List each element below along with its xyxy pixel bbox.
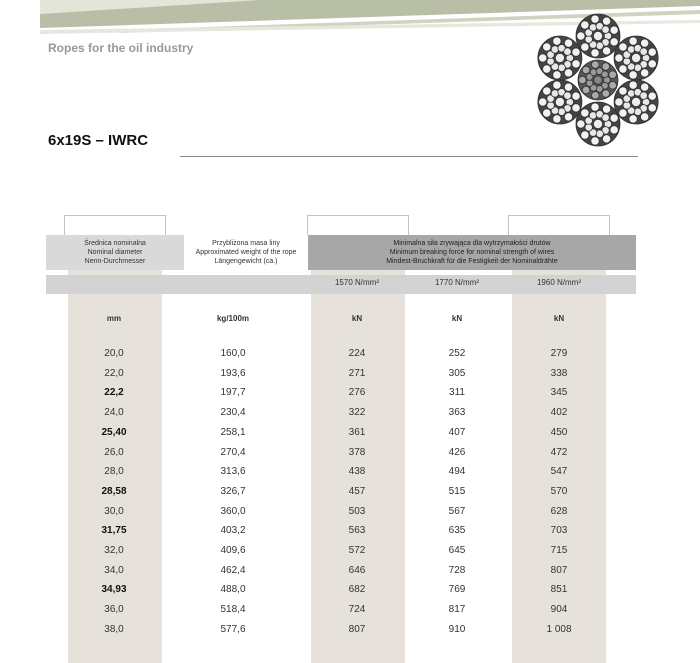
cell-force-1570: 224 (348, 348, 366, 359)
cell-force-1770: 515 (448, 485, 466, 497)
header-force-de: Mindest-Bruchkraft für die Festigkeit der Nominaldrähte (386, 258, 558, 265)
table-row (0, 347, 700, 365)
cell-weight: 462,4 (220, 564, 246, 576)
unit-mass: kg/100m (216, 314, 250, 323)
cell-force-1770: 910 (448, 623, 466, 635)
unit-force-1: kN (351, 314, 363, 323)
cell-diameter: 22,2 (104, 387, 124, 399)
cell-force-1960: 450 (550, 426, 568, 438)
cell-force-1960: 547 (550, 466, 568, 478)
cell-force-1960: 715 (550, 545, 568, 556)
strength-1570: 1570 N/mm² (334, 278, 379, 287)
cell-weight: 360,0 (220, 505, 246, 517)
header-mass-de: Längengewicht (ca.) (214, 258, 278, 265)
page-subtitle: Ropes for the oil industry (48, 41, 194, 55)
cell-weight: 230,4 (220, 407, 246, 419)
cell-diameter: 28,0 (104, 466, 124, 478)
cell-force-1570: 724 (348, 604, 366, 616)
cell-force-1770: 494 (448, 466, 466, 478)
cell-force-1570: 503 (348, 505, 366, 517)
cell-force-1570: 438 (348, 466, 366, 478)
cell-force-1960: 338 (550, 367, 568, 379)
column-frame (508, 215, 610, 235)
table-row (0, 367, 700, 385)
cell-force-1770: 728 (448, 564, 466, 576)
cell-weight: 488,0 (220, 584, 246, 596)
cell-force-1960: 1 008 (546, 623, 572, 635)
cell-force-1570: 457 (348, 485, 366, 497)
cell-force-1570: 682 (348, 584, 366, 596)
cell-force-1770: 567 (448, 505, 466, 517)
table-row (0, 426, 700, 444)
cell-force-1770: 311 (449, 387, 465, 399)
header-mass (184, 235, 308, 270)
title-divider (180, 156, 638, 157)
cell-force-1570: 563 (348, 525, 366, 537)
cell-diameter: 38,0 (104, 623, 124, 635)
cell-force-1960: 570 (550, 485, 568, 497)
cell-diameter: 31,75 (101, 525, 127, 537)
cell-weight: 409,6 (220, 545, 246, 556)
table-row (0, 386, 700, 404)
cell-weight: 270,4 (220, 446, 246, 458)
cell-force-1960: 807 (550, 564, 568, 576)
table-row (0, 583, 700, 601)
column-frame (307, 215, 409, 235)
cell-force-1770: 769 (448, 584, 466, 596)
table-row (0, 603, 700, 621)
cell-force-1770: 252 (448, 348, 466, 359)
cell-force-1570: 572 (348, 545, 366, 556)
table-row (0, 524, 700, 542)
cell-weight: 197,7 (220, 387, 246, 399)
column-frame (64, 215, 166, 235)
cell-diameter: 32,0 (104, 545, 124, 556)
header-diameter-de: Nenn-Durchmesser (84, 258, 146, 265)
cell-weight: 193,6 (220, 367, 246, 379)
cell-diameter: 25,40 (101, 426, 127, 438)
cell-force-1570: 361 (348, 426, 366, 438)
header-diameter-pl: Średnica nominalna (84, 240, 146, 247)
cell-force-1570: 646 (348, 564, 366, 576)
cell-diameter: 26,0 (104, 446, 124, 458)
cell-diameter: 20,0 (104, 348, 124, 359)
cell-force-1960: 851 (550, 584, 568, 596)
cell-force-1960: 904 (550, 604, 568, 616)
table-row (0, 406, 700, 424)
cell-force-1770: 635 (448, 525, 466, 537)
table-row (0, 623, 700, 641)
cell-diameter: 34,93 (101, 584, 127, 596)
cell-force-1770: 305 (448, 367, 466, 379)
cell-force-1570: 807 (348, 623, 366, 635)
header-breaking-force (308, 235, 636, 270)
header-diameter (46, 235, 184, 270)
cell-force-1770: 407 (448, 426, 466, 438)
cell-weight: 403,2 (220, 525, 246, 537)
unit-force-2: kN (451, 314, 463, 323)
table-row (0, 465, 700, 483)
header-diameter-en: Nominal diameter (87, 249, 143, 256)
cell-weight: 313,6 (220, 466, 246, 478)
unit-force-3: kN (553, 314, 565, 323)
strength-1770: 1770 N/mm² (434, 278, 479, 287)
cell-weight: 577,6 (220, 623, 246, 635)
cell-force-1960: 402 (550, 407, 568, 419)
cell-force-1570: 322 (348, 407, 366, 419)
table-row (0, 446, 700, 464)
cell-force-1960: 472 (550, 446, 568, 458)
cell-force-1960: 279 (550, 348, 568, 359)
header-mass-pl: Przybliżona masa liny (212, 240, 280, 247)
cell-weight: 160,0 (220, 348, 246, 359)
cell-weight: 258,1 (220, 426, 246, 438)
cell-weight: 518,4 (220, 604, 246, 616)
unit-diameter: mm (106, 314, 122, 323)
table-row (0, 505, 700, 523)
cell-force-1770: 817 (448, 604, 466, 616)
cell-diameter: 36,0 (104, 604, 124, 616)
cell-diameter: 24,0 (104, 407, 124, 419)
cell-force-1570: 378 (348, 446, 366, 458)
cell-weight: 326,7 (220, 485, 246, 497)
cell-force-1570: 276 (348, 387, 366, 399)
table-row (0, 485, 700, 503)
cell-diameter: 30,0 (104, 505, 124, 517)
cell-diameter: 34,0 (104, 564, 124, 576)
cell-diameter: 28,58 (101, 485, 127, 497)
cell-force-1770: 645 (448, 545, 466, 556)
table-row (0, 564, 700, 582)
cell-force-1770: 363 (448, 407, 466, 419)
cell-force-1570: 271 (348, 367, 366, 379)
cell-force-1770: 426 (448, 446, 466, 458)
cell-force-1960: 628 (550, 505, 568, 517)
header-force-pl: Minimalna siła zrywająca dla wytrzymałości drutów (393, 240, 551, 247)
table-header (46, 235, 636, 270)
header-force-en: Minimum breaking force for nominal strength of wires (389, 249, 555, 256)
header-mass-en: Approximated weight of the rope (195, 249, 297, 256)
strength-1960: 1960 N/mm² (536, 278, 581, 287)
table-row (0, 544, 700, 562)
cell-force-1960: 345 (550, 387, 568, 399)
cell-diameter: 22,0 (104, 367, 124, 379)
wire-rope-cross-section-icon (530, 12, 666, 148)
cell-force-1960: 703 (550, 525, 568, 537)
page-title: 6x19S – IWRC (48, 132, 149, 149)
